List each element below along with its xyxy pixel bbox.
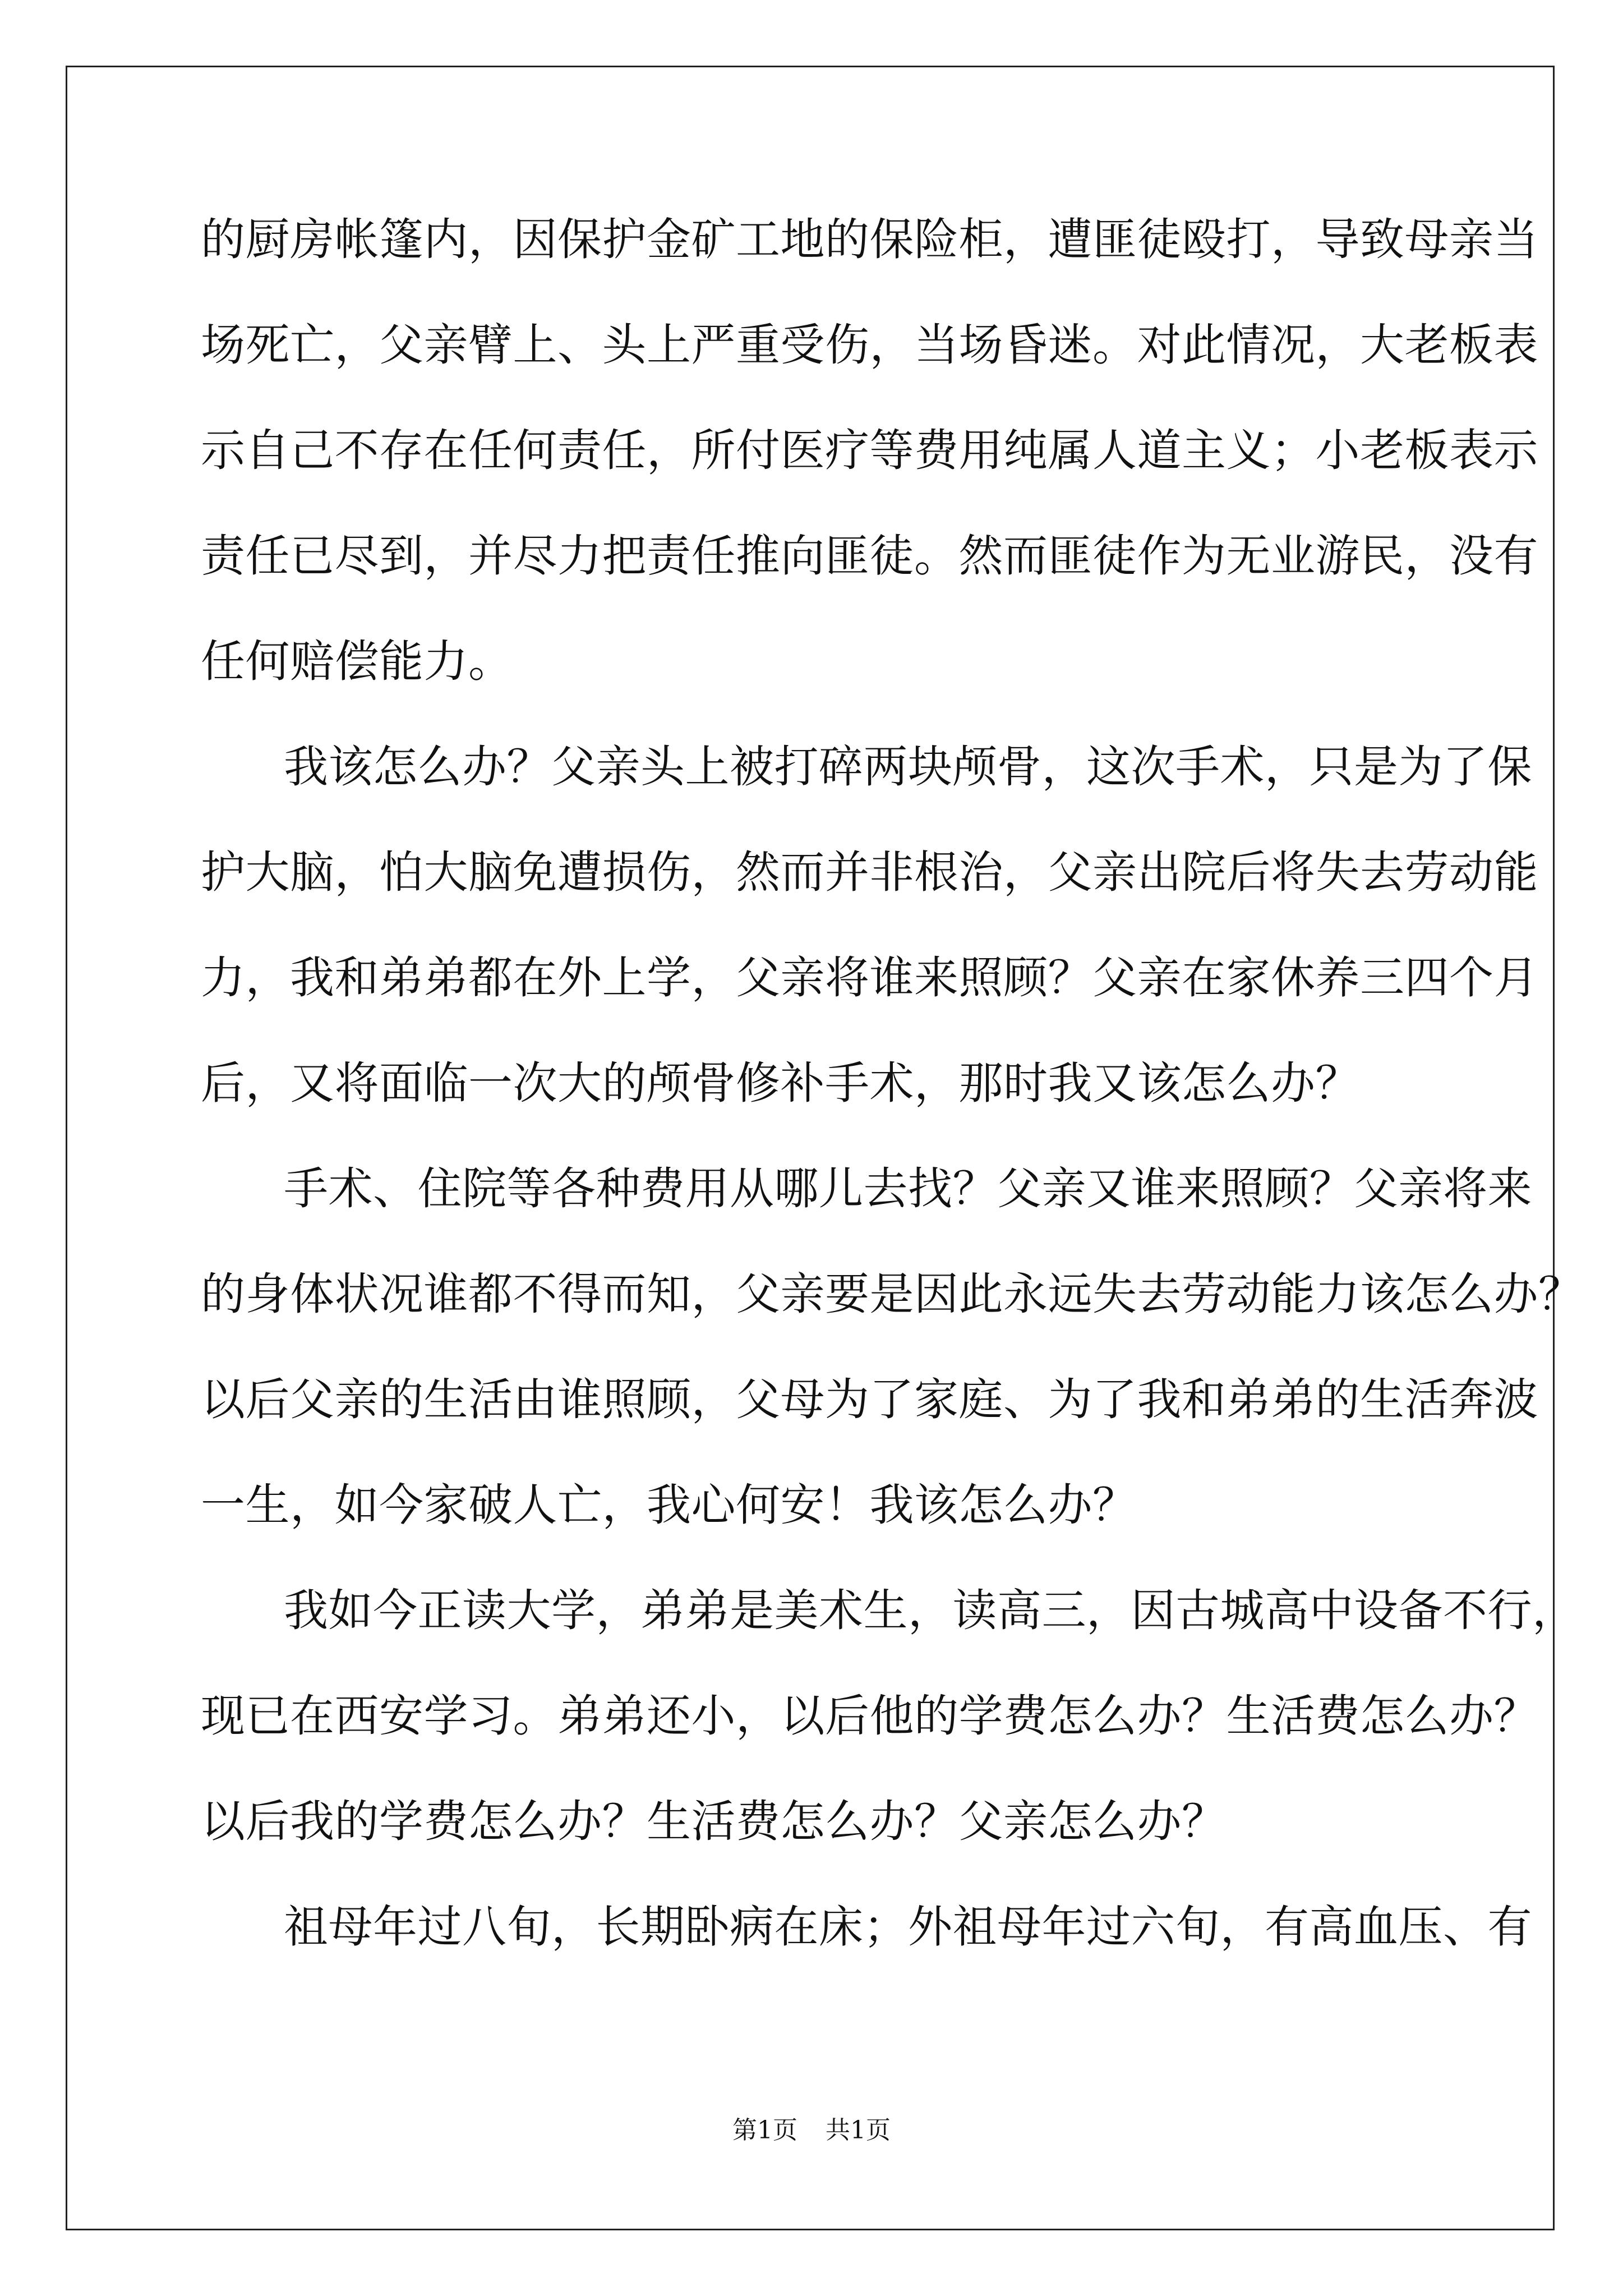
text-line: 任何赔偿能力。 <box>201 636 513 687</box>
text-line: 我如今正读大学，弟弟是美术生，读高三，因古城高中设备不行， <box>284 1585 1577 1636</box>
text-line: 场死亡，父亲臂上、头上严重受伤，当场昏迷。对此情况，大老板表 <box>201 319 1538 371</box>
text-line: 责任已尽到，并尽力把责任推向匪徒。然而匪徒作为无业游民，没有 <box>201 530 1538 582</box>
text-line: 示自己不存在任何责任，所付医疗等费用纯属人道主义；小老板表示 <box>201 425 1538 476</box>
text-line: 力，我和弟弟都在外上学，父亲将谁来照顾？父亲在家休养三四个月 <box>201 952 1538 1004</box>
page-footer <box>0 2115 1623 2146</box>
text-line: 手术、住院等各种费用从哪儿去找？父亲又谁来照顾？父亲将来 <box>284 1163 1532 1214</box>
text-line: 以后父亲的生活由谁照顾，父母为了家庭、为了我和弟弟的生活奔波 <box>201 1374 1538 1425</box>
text-line: 我该怎么办？父亲头上被打碎两块颅骨，这次手术，只是为了保 <box>284 741 1532 793</box>
text-line: 现已在西安学习。弟弟还小，以后他的学费怎么办？生活费怎么办？ <box>201 1690 1538 1742</box>
text-line: 的厨房帐篷内，因保护金矿工地的保险柜，遭匪徒殴打，导致母亲当 <box>201 214 1538 265</box>
text-line: 以后我的学费怎么办？生活费怎么办？父亲怎么办？ <box>201 1796 1227 1847</box>
document-body <box>201 213 1583 2006</box>
text-line: 护大脑，怕大脑免遭损伤，然而并非根治，父亲出院后将失去劳动能 <box>201 846 1538 898</box>
text-line: 祖母年过八旬，长期卧病在床；外祖母年过六旬，有高血压、有 <box>284 1901 1532 1953</box>
text-line: 后，又将面临一次大的颅骨修补手术，那时我又该怎么办？ <box>201 1057 1360 1109</box>
text-line: 一生，如今家破人亡，我心何安！我该怎么办？ <box>201 1479 1137 1531</box>
page-total: 共1页 <box>826 2116 891 2145</box>
text-line: 的身体状况谁都不得而知，父亲要是因此永远失去劳动能力该怎么办？ <box>201 1268 1583 1320</box>
page-number: 第1页 <box>732 2116 797 2145</box>
